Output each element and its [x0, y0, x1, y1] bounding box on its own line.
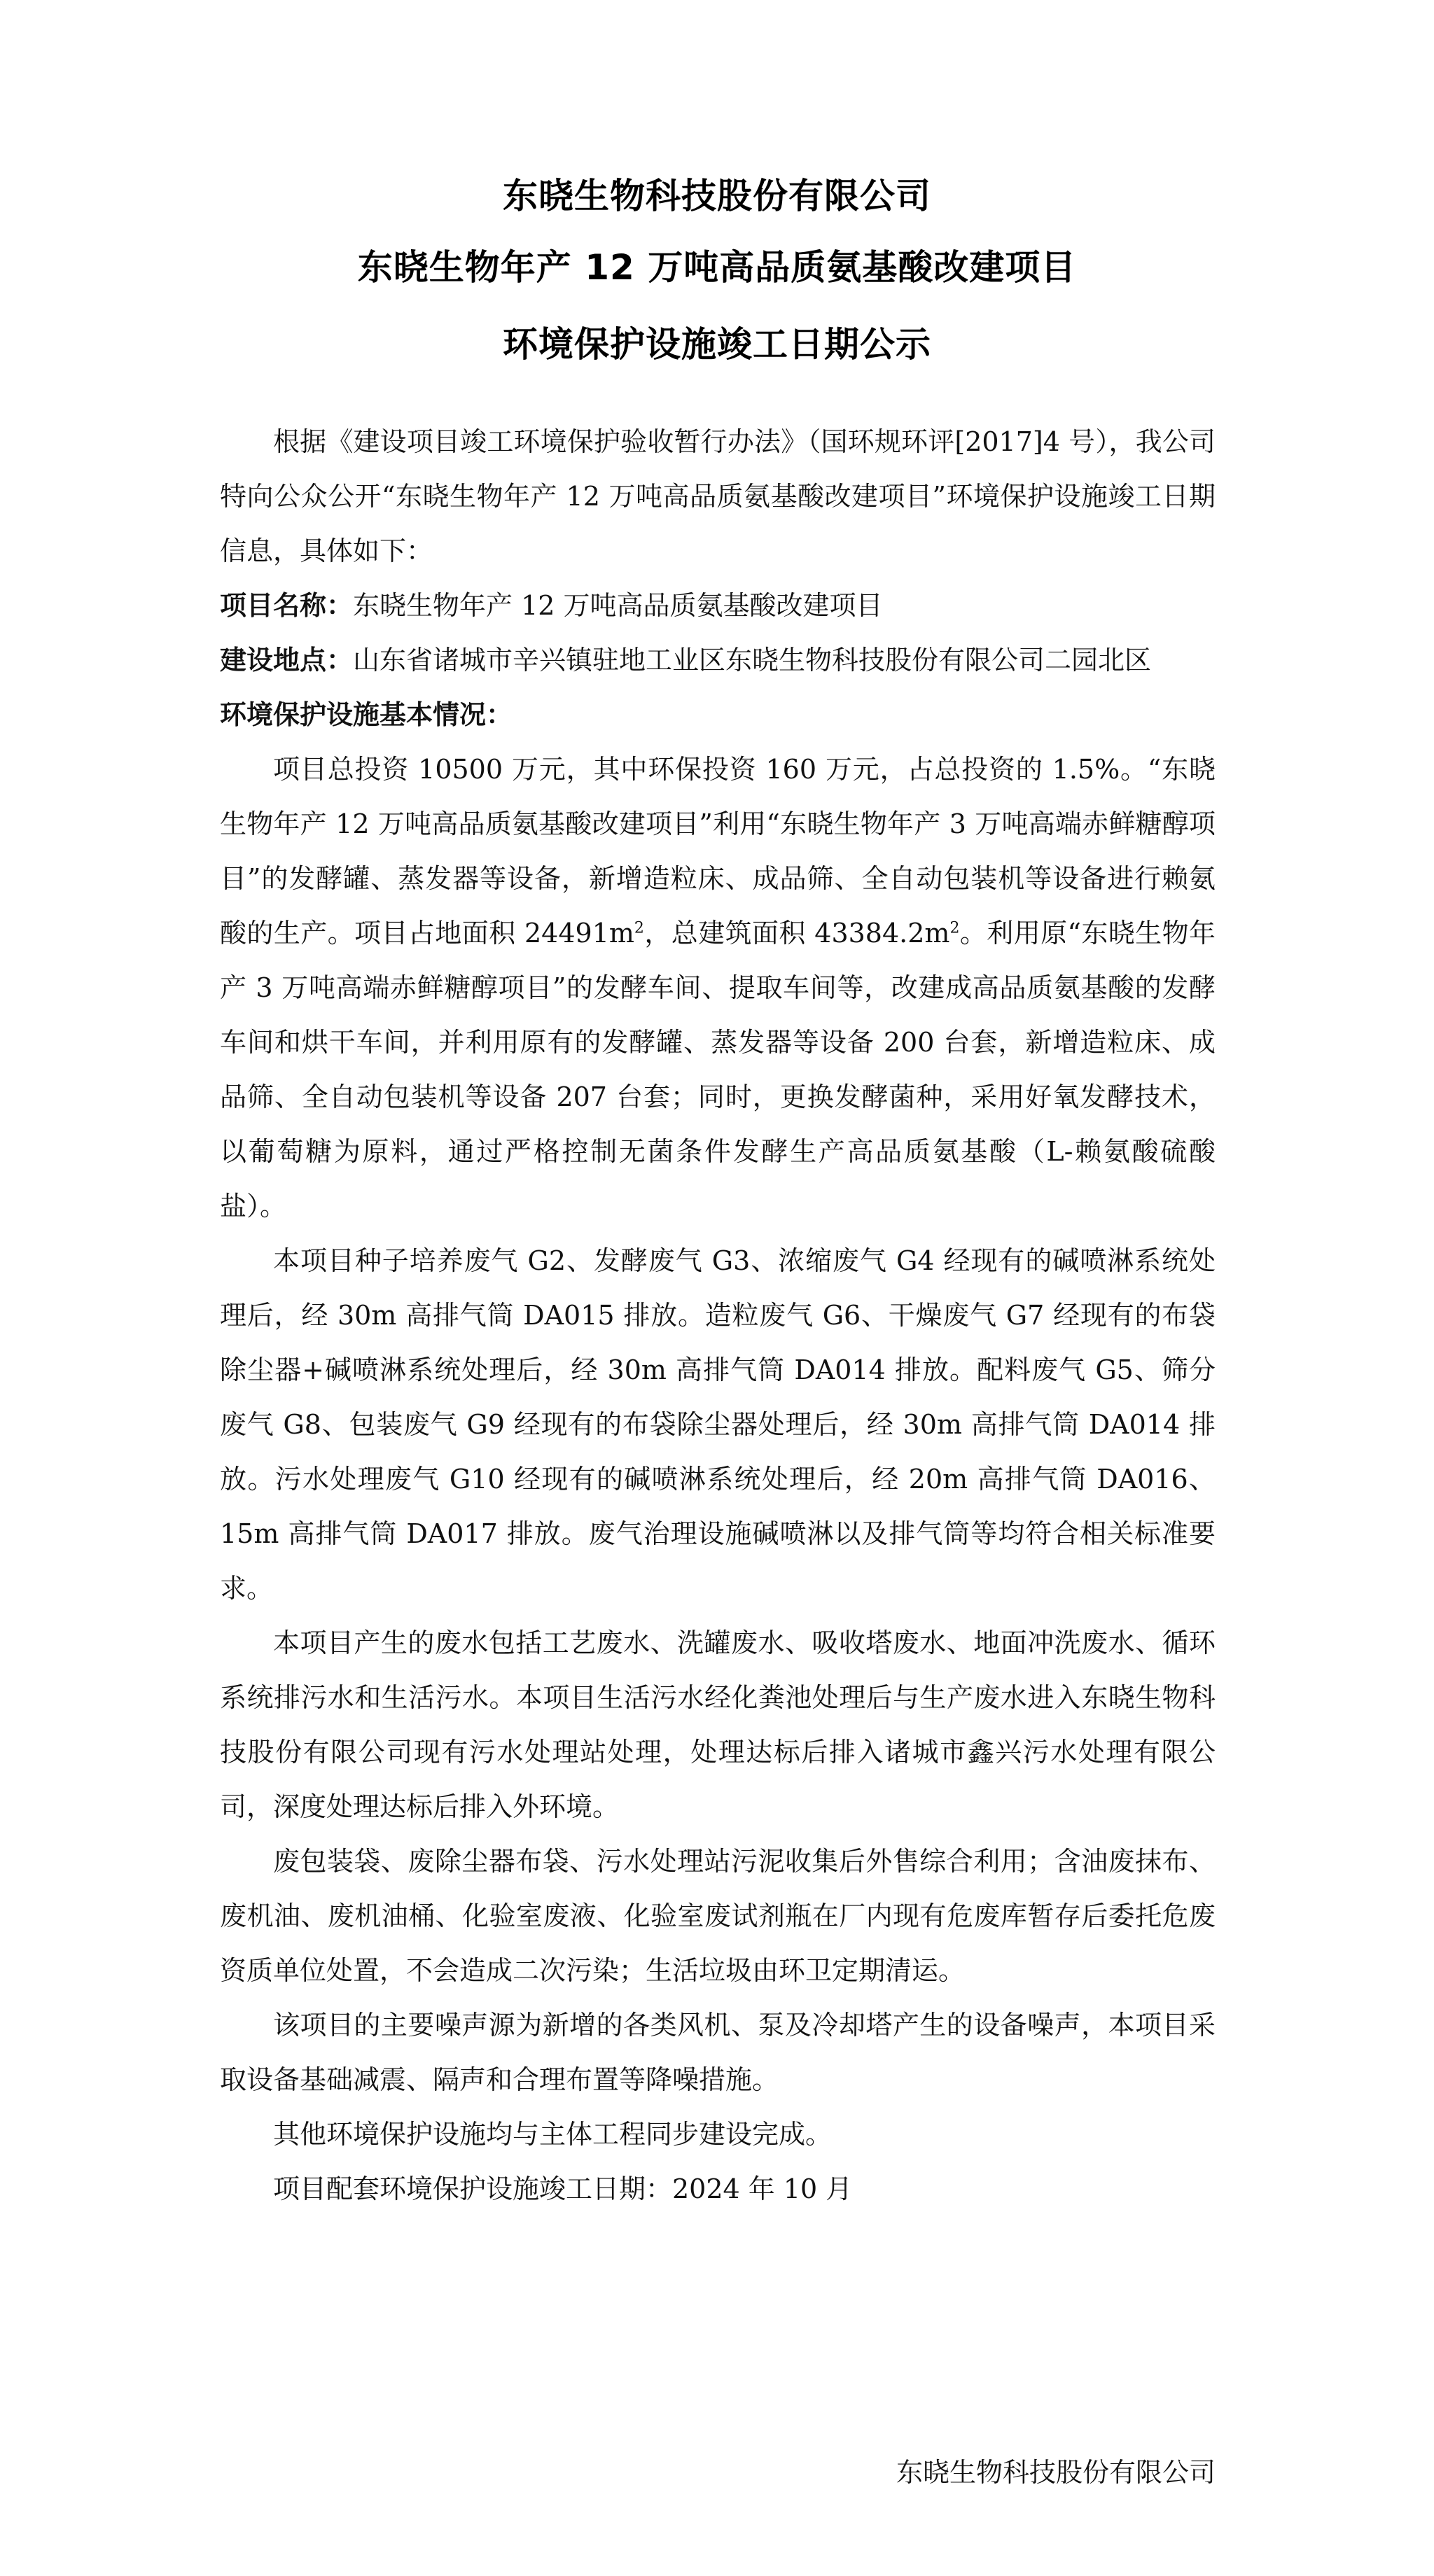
construction-site-value: 山东省诸城市辛兴镇驻地工业区东晓生物科技股份有限公司二园北区 — [353, 645, 1152, 676]
investment-paragraph — [220, 742, 1216, 1233]
facility-heading-text: 环境保护设施基本情况： — [220, 699, 513, 730]
project-name-label: 项目名称： — [220, 590, 354, 621]
project-name-line — [220, 578, 1216, 633]
construction-site-line — [220, 633, 1216, 687]
investment-text-part1: 项目总投资 10500 万元，其中环保投资 160 万元，占总投资的 1.5%。“东晓生物年产 12 万吨高品质氨基酸改建项目”利用“东晓生物年产 3 万吨高端赤鲜糖醇项目”的发酵罐、蒸发器等设备，新增造粒床、成品筛、全自动包装机等设备进行赖氨酸的生产。项目占地面积 24491m — [220, 754, 1216, 948]
other-facilities-paragraph: 其他环境保护设施均与主体工程同步建设完成。 — [273, 2119, 833, 2150]
noise-paragraph: 该项目的主要噪声源为新增的各类风机、泵及冷却塔产生的设备噪声，本项目采取设备基础减震、隔声和合理布置等降噪措施。 — [220, 2010, 1216, 2095]
wastewater-paragraph: 本项目产生的废水包括工艺废水、洗罐废水、吸收塔废水、地面冲洗废水、循环系统排污水和生活污水。本项目生活污水经化粪池处理后与生产废水进入东晓生物科技股份有限公司现有污水处理站处理，处理达标后排入诸城市鑫兴污水处理有限公司，深度处理达标后排入外环境。 — [220, 1628, 1216, 1822]
notice-body — [220, 414, 1216, 2216]
area-superscript: 2 — [634, 919, 644, 937]
company-title: 东晓生物科技股份有限公司 — [503, 176, 931, 216]
construction-site-label: 建设地点： — [220, 645, 354, 676]
investment-text-part3: 。利用原“东晓生物年产 3 万吨高端赤鲜糖醇项目”的发酵车间、提取车间等，改建成高品质氨基酸的发酵车间和烘干车间，并利用原有的发酵罐、蒸发器等设备 200 台套，新增造粒床、成品筛、全自动包装机等设备 207 台套；同时，更换发酵菌种，采用好氧发酵技术，以葡萄糖为原料，通过严格控制无菌条件发酵生产高品质氨基酸（L-赖氨酸硫酸盐）。 — [220, 918, 1216, 1222]
project-name-value: 东晓生物年产 12 万吨高品质氨基酸改建项目 — [353, 590, 883, 621]
investment-text-part2: ，总建筑面积 43384.2m — [643, 918, 950, 948]
notice-title: 环境保护设施竣工日期公示 — [503, 324, 931, 365]
completion-date: 项目配套环境保护设施竣工日期：2024 年 10 月 — [273, 2174, 853, 2204]
facility-heading — [220, 687, 1216, 742]
exhaust-paragraph: 本项目种子培养废气 G2、发酵废气 G3、浓缩废气 G4 经现有的碱喷淋系统处理后，经 30m 高排气筒 DA015 排放。造粒废气 G6、干燥废气 G7 经现有的布袋除尘器+碱喷淋系统处理后，经 30m 高排气筒 DA014 排放。配料废气 G5、筛分废气 G8、包装废气 G9 经现有的布袋除尘器处理后，经 30m 高排气筒 DA014 排放。污水处理废气 G10 经现有的碱喷淋系统处理后，经 20m 高排气筒 DA016、15m 高排气筒 DA017 排放。废气治理设施碱喷淋以及排气筒等均符合相关标准要求。 — [220, 1245, 1216, 1604]
solid-waste-paragraph: 废包装袋、废除尘器布袋、污水处理站污泥收集后外售综合利用；含油废抹布、废机油、废机油桶、化验室废液、化验室废试剂瓶在厂内现有危废库暂存后委托危废资质单位处置，不会造成二次污染；生活垃圾由环卫定期清运。 — [220, 1846, 1216, 1986]
building-area-superscript: 2 — [949, 919, 960, 937]
project-title: 东晓生物年产 12 万吨高品质氨基酸改建项目 — [357, 247, 1077, 288]
intro-paragraph: 根据《建设项目竣工环境保护验收暂行办法》（国环规环评[2017]4 号），我公司特向公众公开“东晓生物年产 12 万吨高品质氨基酸改建项目”环境保护设施竣工日期信息，具体如下： — [220, 426, 1216, 566]
company-signature: 东晓生物科技股份有限公司 — [896, 2457, 1216, 2488]
